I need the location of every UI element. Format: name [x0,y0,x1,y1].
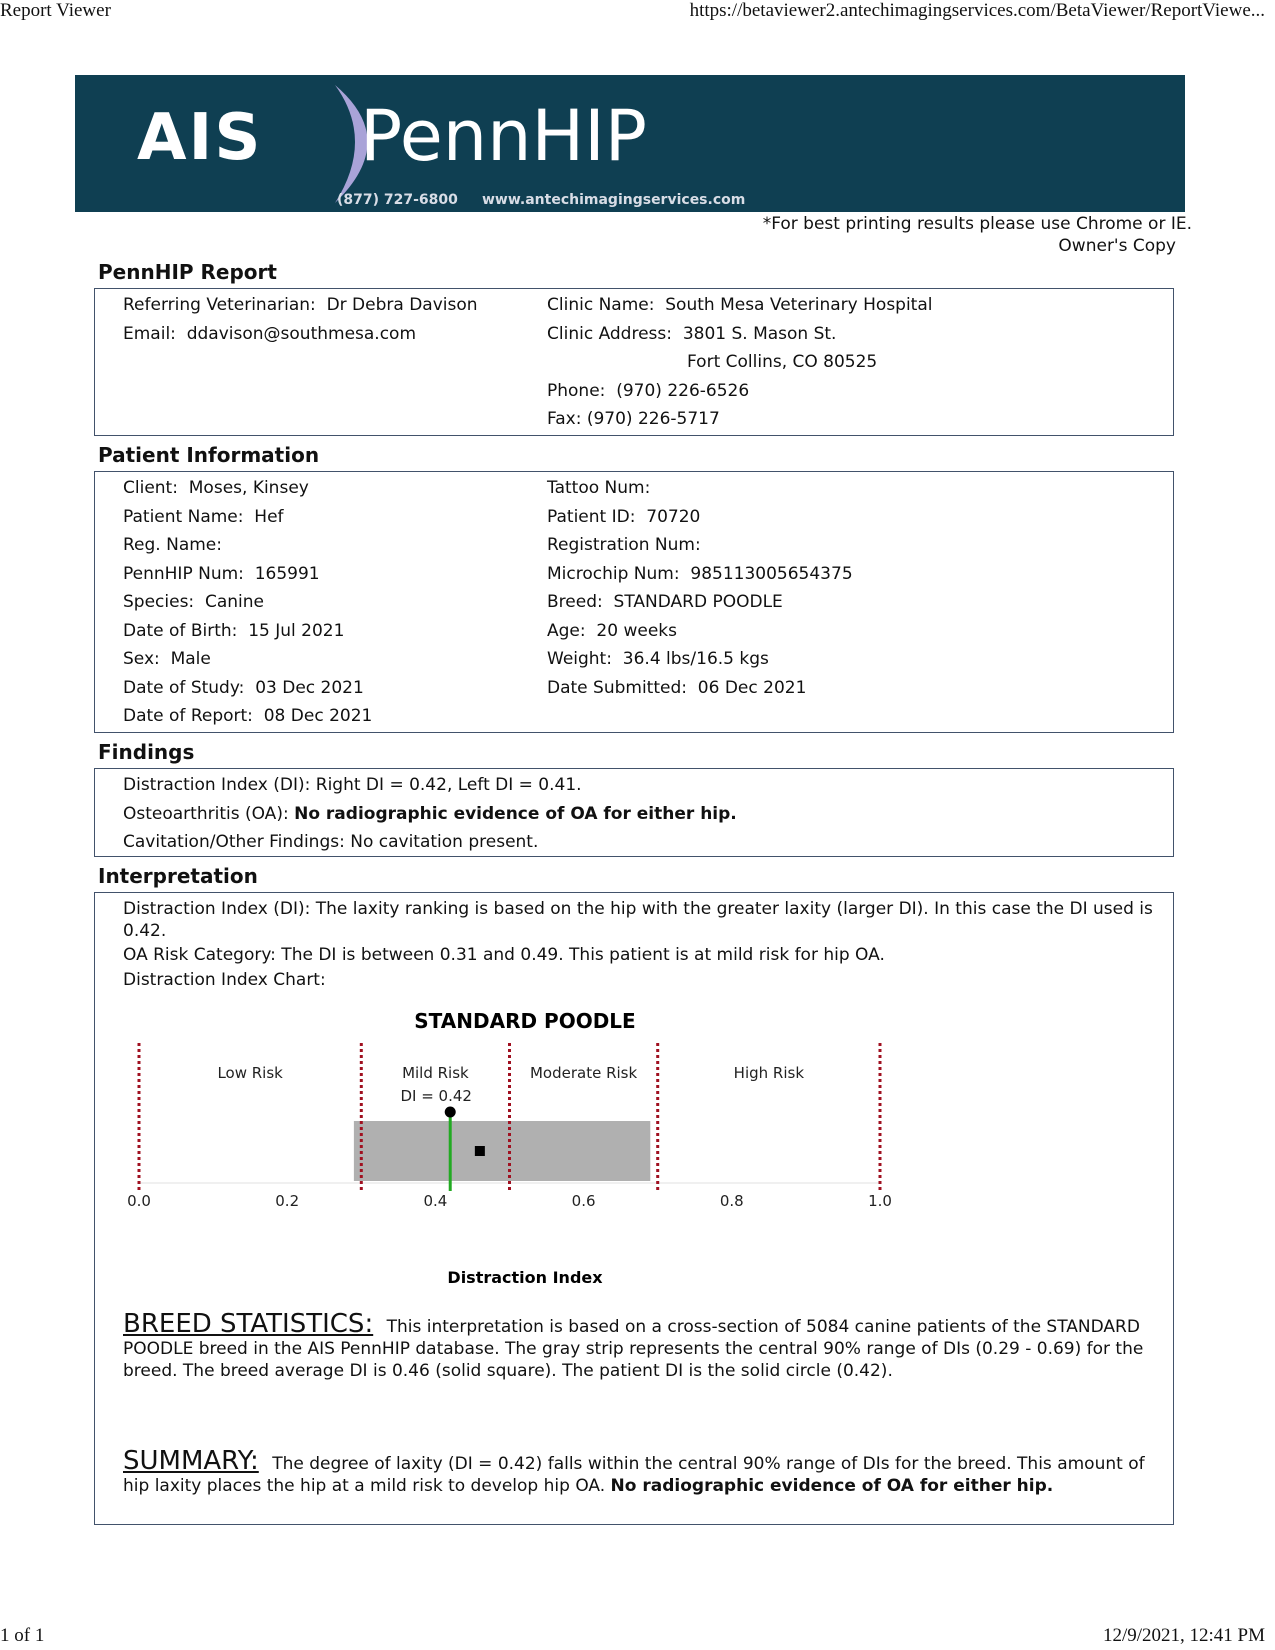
di-chart [95,893,1173,1313]
risk-zone-label: Low Risk [217,1064,283,1082]
x-tick-label: 0.8 [719,1192,744,1210]
print-header-title: Report Viewer [0,0,111,21]
interp-di-text: Distraction Index (DI): The laxity ranking is based on the hip with the greater laxity (larger DI). In this case the DI used is 0.42. [123,899,1153,941]
ref-vet-row [123,295,478,315]
study-date-row [123,678,364,698]
x-tick-label: 0.0 [127,1192,151,1210]
reg-name-label: Reg. Name: [123,535,222,555]
findings-di-line: Distraction Index (DI): Right DI = 0.42, Left DI = 0.41. [123,775,582,795]
interpretation-box [94,892,1174,1525]
microchip-label: Microchip Num: [547,564,680,584]
submitted-value: 06 Dec 2021 [697,678,807,698]
reg-name-row [123,535,222,555]
patient-name-label: Patient Name: [123,507,244,527]
dob-value: 15 Jul 2021 [248,621,345,641]
clinic-address-label: Clinic Address: [547,324,672,344]
findings-box [94,768,1174,857]
findings-cavitation-line: Cavitation/Other Findings: No cavitation present. [123,832,539,852]
tattoo-label: Tattoo Num: [547,478,651,498]
print-note [763,213,1192,257]
breed-statistics-heading: BREED STATISTICS: [123,1309,374,1339]
client-label: Client: [123,478,178,498]
findings-section-title: Findings [98,740,195,764]
client-value: Moses, Kinsey [188,478,309,498]
breed-label: Breed: [547,592,603,612]
registration-label: Registration Num: [547,535,701,555]
study-date-value: 03 Dec 2021 [255,678,364,698]
interpretation-section-title: Interpretation [98,864,258,888]
email-label: Email: [123,324,176,344]
submitted-row [547,678,806,698]
patient-section-title: Patient Information [98,443,320,467]
pennhip-num-label: PennHIP Num: [123,564,244,584]
phone-value: (970) 226-6526 [616,381,750,401]
print-note-browser: *For best printing results please use Chrome or IE. [762,214,1192,234]
patient-id-value: 70720 [646,507,701,527]
ref-vet-label: Referring Veterinarian: [123,295,316,315]
report-date-value: 08 Dec 2021 [263,706,373,726]
fax-row [547,409,720,429]
breed-range-strip [354,1121,650,1181]
x-tick-label: 1.0 [868,1192,892,1210]
breed-row [547,592,783,612]
breed-average-square [475,1146,485,1156]
findings-oa-label: Osteoarthritis (OA): [123,804,289,824]
species-label: Species: [123,592,195,612]
print-footer-datetime: 12/9/2021, 12:41 PM [1102,1625,1265,1646]
report-box [94,288,1174,436]
clinic-name-row [547,295,933,315]
banner-pennhip-text: PennHIP [360,95,648,177]
x-tick-label: 0.6 [571,1192,596,1210]
patient-di-circle [445,1107,456,1118]
age-label: Age: [547,621,586,641]
breed-value: STANDARD POODLE [613,592,783,612]
chart-x-axis-label: Distraction Index [447,1268,603,1287]
patient-name-value: Hef [254,507,284,527]
fax-label: Fax: [547,409,582,429]
risk-zone-label: Mild Risk [402,1064,469,1082]
print-footer-page: 1 of 1 [0,1625,45,1646]
patient-box [94,471,1174,733]
summary-paragraph [123,1446,1153,1497]
species-value: Canine [204,592,264,612]
microchip-value: 985113005654375 [690,564,853,584]
phone-label: Phone: [547,381,606,401]
age-row [547,621,677,641]
microchip-row [547,564,853,584]
registration-row [547,535,701,555]
clinic-address-row [547,324,836,344]
banner-website: www.antechimagingservices.com [482,192,746,208]
ref-vet-value: Dr Debra Davison [326,295,478,315]
tattoo-row [547,478,650,498]
risk-zone-label: Moderate Risk [529,1064,638,1082]
weight-value: 36.4 lbs/16.5 kgs [622,649,769,669]
weight-label: Weight: [547,649,612,669]
findings-oa-value: No radiographic evidence of OA for either hip. [294,804,737,824]
risk-zone-label: High Risk [733,1064,805,1082]
weight-row [547,649,769,669]
study-date-label: Date of Study: [123,678,245,698]
fax-value: (970) 226-5717 [586,409,720,429]
species-row [123,592,264,612]
clinic-address-line2: Fort Collins, CO 80525 [687,352,878,372]
email-value: ddavison@southmesa.com [186,324,417,344]
patient-di-label: DI = 0.42 [400,1087,472,1105]
client-row [123,478,309,498]
submitted-label: Date Submitted: [547,678,687,698]
findings-oa-row [123,804,737,824]
clinic-name-label: Clinic Name: [547,295,655,315]
chart-title: STANDARD POODLE [414,1009,636,1033]
patient-id-label: Patient ID: [547,507,636,527]
patient-id-row [547,507,700,527]
owners-copy-label: Owner's Copy [1058,236,1176,256]
clinic-name-value: South Mesa Veterinary Hospital [665,295,933,315]
patient-name-row [123,507,284,527]
report-date-label: Date of Report: [123,706,253,726]
sex-row [123,649,211,669]
x-tick-label: 0.2 [275,1192,300,1210]
report-section-title: PennHIP Report [98,260,277,284]
breed-statistics-paragraph [123,1309,1153,1382]
interp-oa-risk: OA Risk Category: The DI is between 0.31 and 0.49. This patient is at mild risk for hip OA. [123,945,885,965]
age-value: 20 weeks [596,621,677,641]
summary-heading: SUMMARY: [123,1446,259,1476]
breed-statistics-text: This interpretation is based on a cross-section of 5084 canine patients of the STANDARD POODLE breed in the AIS PennHIP database. The gray strip represents the central 90% range of DIs (0.29 - 0.69) for the breed. The breed average DI is 0.46 (solid square). The patient DI is the solid circle (0.42). [123,1317,1144,1381]
sex-label: Sex: [123,649,160,669]
dob-row [123,621,344,641]
pennhip-num-value: 165991 [254,564,320,584]
print-header-url: https://betaviewer2.antechimagingservices.com/BetaViewer/ReportViewe... [689,0,1265,21]
dob-label: Date of Birth: [123,621,238,641]
ais-pennhip-banner [75,75,1185,212]
banner-ais-text: AIS [137,101,263,175]
sex-value: Male [170,649,211,669]
phone-row [547,381,749,401]
x-tick-label: 0.4 [423,1192,448,1210]
report-date-row [123,706,372,726]
banner-phone: (877) 727-6800 [337,192,458,208]
clinic-address-line1: 3801 S. Mason St. [682,324,837,344]
interp-chart-label: Distraction Index Chart: [123,970,326,990]
summary-bold-text: No radiographic evidence of OA for either hip. [610,1476,1054,1496]
pennhip-num-row [123,564,320,584]
summary-text: The degree of laxity (DI = 0.42) falls within the central 90% range of DIs for the breed. This amount of hip laxity places the hip at a mild risk to develop hip OA. [123,1454,1145,1496]
email-row [123,324,416,344]
